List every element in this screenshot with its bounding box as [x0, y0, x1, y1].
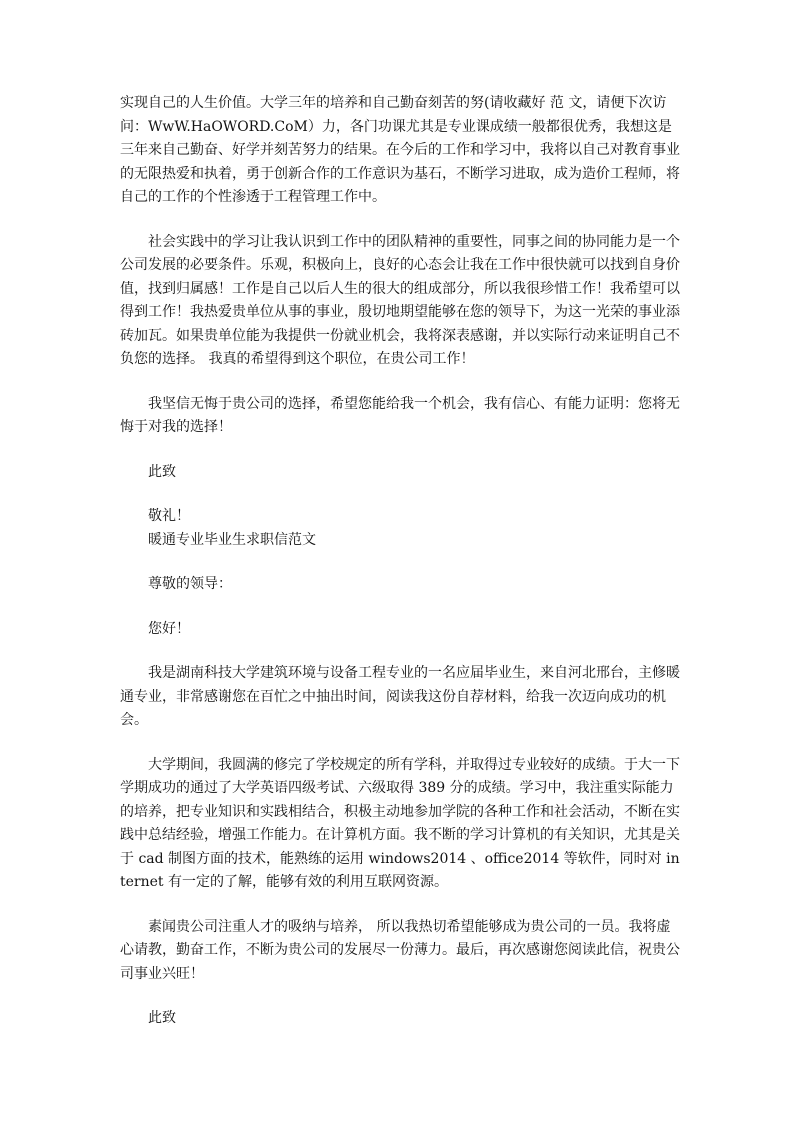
paragraph-introduction: 我是湖南科技大学建筑环境与设备工程专业的一名应届毕业生，来自河北邢台，主修暖通专业，非常感谢您在百忙之中抽出时间，阅读我这份自荐材料，给我一次迈向成功的机会。 — [120, 665, 680, 728]
paragraph-commitment: 我坚信无悔于贵公司的选择，希望您能给我一个机会，我有信心、有能力证明：您将无悔于对我的选择！ — [120, 395, 680, 435]
closing-salutation: 此致 — [148, 463, 176, 480]
paragraph-university-experience: 大学期间，我圆满的修完了学校规定的所有学科，并取得过专业较好的成绩。于大一下学期成功的通过了大学英语四级考试、六级取得 389 分的成绩。学习中，我注重实际能力的培养，把专业知识和实践相结合，积极主动地参加学院的各种工作和社会活动，不断在实践中总结经验，增强工作能力。在计算机方面。我不断的学习计算机的有关知识，尤其是关于 cad 制图方面的技术，能熟练的运用 windows2014 、office2014 等软件，同时对 internet 有一定的了解，能够有效的利用互联网资源。 — [120, 756, 680, 890]
greeting-hello: 您好！ — [148, 620, 190, 637]
closing-regards: 敬礼！ — [148, 508, 190, 524]
closing-salutation-bottom: 此致 — [148, 1010, 176, 1026]
document-body — [120, 92, 680, 1052]
greeting-recipient: 尊敬的领导： — [148, 576, 232, 592]
paragraph-career-value: 实现自己的人生价值。大学三年的培养和自己勤奋刻苦的努(请收藏好 范 文，请便下次访问：WwW.HaOWORD.CoM）力，各门功课尤其是专业课成绩一般都很优秀，我想这是三年来自己勤奋、好学并刻苦努力的结果。在今后的工作和学习中，我将以自己对教育事业的无限热爱和执着，勇于创新合作的工作意识为基石，不断学习进取，成为造价工程师，将自己的工作的个性渗透于工程管理工作中。 — [120, 95, 680, 205]
paragraph-company-interest: 素闻贵公司注重人才的吸纳与培养， 所以我热切希望能够成为贵公司的一员。我将虚心请教，勤奋工作，不断为贵公司的发展尽一份薄力。最后，再次感谢您阅读此信，祝贵公司事业兴旺！ — [120, 918, 680, 982]
paragraph-social-practice: 社会实践中的学习让我认识到工作中的团队精神的重要性，同事之间的协同能力是一个公司发展的必要条件。乐观，积极向上，良好的心态会让我在工作中很快就可以找到自身价值，找到归属感！工作是自己以后人生的很大的组成部分，所以我很珍惜工作！我希望可以得到工作！我热爱贵单位从事的事业，殷切地期望能够在您的领导下，为这一光荣的事业添砖加瓦。如果贵单位能为我提供一份就业机会，我将深表感谢，并以实际行动来证明自己不负您的选择。 我真的希望得到这个职位，在贵公司工作！ — [120, 233, 680, 367]
spacer — [120, 552, 680, 573]
section-title: 暖通专业毕业生求职信范文 — [148, 531, 316, 548]
